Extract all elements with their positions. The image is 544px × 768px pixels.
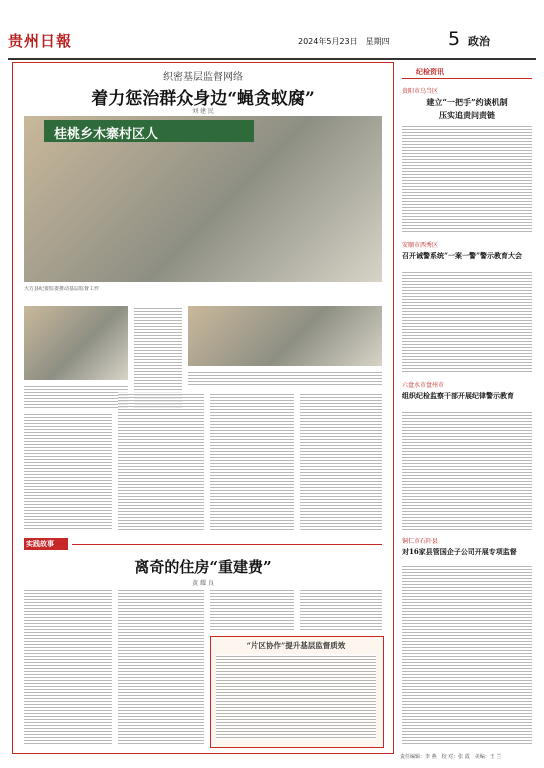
newspaper-logo: 贵州日報 [8, 32, 73, 50]
sidebar-item2-body [402, 270, 532, 374]
article-headline: 着力惩治群众身边“蝇贪蚁腐” [91, 89, 315, 109]
photo-sign-text: 桂桃乡木寨村区人 [54, 127, 159, 142]
case-body-col-2 [118, 588, 204, 746]
case-body-col-1 [24, 588, 112, 746]
sidebar-item4-body [402, 564, 532, 746]
inset-body [216, 654, 376, 740]
inset-title: “片区协作”提升基层监督质效 [246, 641, 346, 650]
lead-photo-caption [24, 286, 382, 302]
issue-date: 2024年5月23日 星期四 [298, 37, 390, 46]
sidebar-header: 纪检资讯 [416, 68, 444, 76]
lead-photo-caption-text: 大方县纪委监委推动基层监督工作 [24, 286, 100, 292]
article-body-col-4 [300, 392, 382, 530]
article-author: 刘 建 民 [192, 108, 214, 115]
sidebar-item3-region: 六盘水市盘州市 [402, 382, 445, 389]
lead-photo [24, 116, 382, 282]
sidebar-item1-body [402, 124, 532, 234]
case-headline: 离奇的住房“重建费” [134, 558, 272, 576]
sidebar-item2-region: 安顺市西秀区 [402, 242, 439, 249]
sidebar-item3-title: 组织纪检监察干部开展纪律警示教育 [402, 391, 514, 400]
sidebar-item3-body [402, 410, 532, 530]
article-body-col-2 [118, 392, 204, 530]
case-section-tag: 实践故事 [26, 540, 54, 548]
secondary-photo-2 [188, 306, 382, 366]
article-body-col-1 [24, 412, 112, 530]
case-author: 黄 耀 良 [192, 580, 214, 587]
secondary-photo-1 [24, 306, 128, 380]
sidebar-item1-subtitle: 压实追责问责链 [439, 110, 495, 120]
sidebar-item2-title: 召开诫警系统“一案一警”警示教育大会 [402, 251, 523, 260]
sidebar-item1-title: 建立“一把手”约谈机制 [426, 97, 508, 107]
page-footer-credits: 责任编辑：李 燕 校 对：张 霞 美编：王 兰 [400, 754, 502, 760]
masthead-rule [8, 58, 536, 60]
article-body-col-3 [210, 392, 294, 530]
secondary-photo-2-caption [188, 370, 382, 386]
secondary-photo-1-caption [24, 384, 128, 408]
page-number: 5 [448, 28, 461, 50]
sidebar-item1-region: 贵阳市乌当区 [402, 88, 439, 95]
case-section-divider [72, 544, 382, 545]
case-body-col-4 [300, 588, 382, 632]
article-kicker: 织密基层监督网络 [163, 72, 243, 83]
sidebar-item4-title: 对16家县管国企子公司开展专项监督 [402, 547, 517, 556]
sidebar-item4-region: 铜仁市石阡县 [402, 538, 439, 545]
page-section-title: 政治 [468, 35, 490, 48]
case-body-col-3 [210, 588, 294, 632]
